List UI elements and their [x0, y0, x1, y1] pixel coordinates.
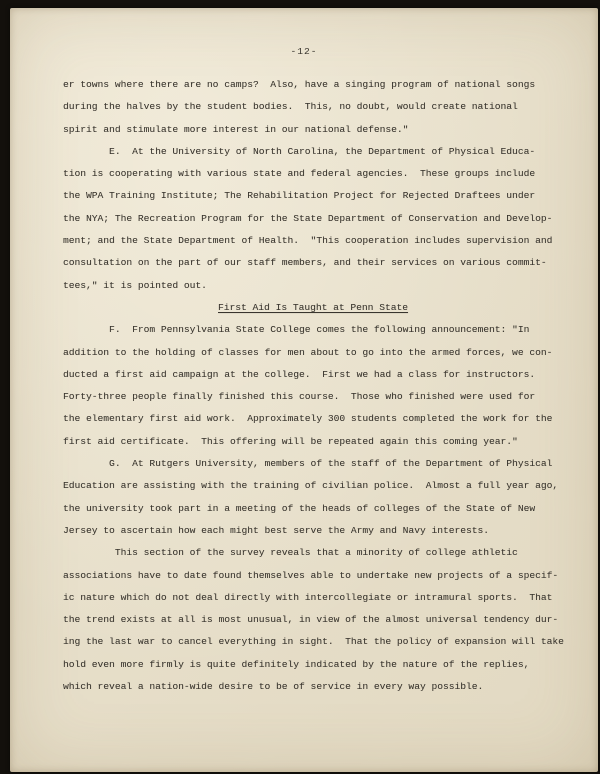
text-line: Education are assisting with the training of civilian police. Almost a full year ago, — [63, 480, 559, 492]
text-line: addition to the holding of classes for men about to go into the armed forces, we con- — [63, 346, 553, 358]
text-line: E. At the University of North Carolina, the Department of Physical Educa- — [63, 145, 536, 157]
text-line: spirit and stimulate more interest in our national defense." — [63, 123, 409, 135]
text-line: er towns where there are no camps? Also, have a singing program of national songs — [63, 79, 536, 90]
text-line: tees," it is pointed out. — [63, 279, 207, 291]
section-heading — [63, 297, 563, 319]
text-line: during the halves by the student bodies. This, no doubt, would create national — [63, 101, 518, 113]
text-line: Forty-three people finally finished this course. Those who finished were used for — [63, 391, 536, 403]
text-line: the trend exists at all is most unusual, in view of the almost universal tendency dur- — [63, 614, 559, 626]
text-line: F. From Pennsylvania State College comes the following announcement: "In — [63, 324, 530, 336]
text-line: ducted a first aid campaign at the college. First we had a class for instructors. — [63, 368, 536, 380]
text-line: ment; and the State Department of Health. "This cooperation includes supervision and — [63, 235, 553, 247]
text-line: which reveal a nation-wide desire to be of service in every way possible. — [63, 681, 484, 693]
text-line: first aid certificate. This offering will be repeated again this coming year." — [63, 435, 518, 447]
text-line: ing the last war to cancel everything in sight. That the policy of expansion will take — [63, 636, 564, 648]
text-line: associations have to date found themselves able to undertake new projects of a specif- — [63, 569, 559, 581]
text-line: the WPA Training Institute; The Rehabilitation Project for Rejected Draftees under — [63, 190, 536, 202]
text-line: tion is cooperating with various state and federal agencies. These groups include — [63, 168, 536, 180]
page-number: -12- — [290, 46, 318, 57]
text-line: G. At Rutgers University, members of the staff of the Department of Physical — [63, 458, 553, 470]
text-line: the university took part in a meeting of the heads of colleges of the State of New — [63, 502, 536, 514]
document-page — [10, 8, 598, 772]
text-line: ic nature which do not deal directly with intercollegiate or intramural sports. That — [63, 591, 553, 603]
text-line: consultation on the part of our staff members, and their services on various commit- — [63, 257, 547, 269]
section-heading-text: First Aid Is Taught at Penn State — [218, 301, 408, 313]
text-line: the elementary first aid work. Approximately 300 students completed the work for the — [63, 413, 553, 425]
text-line: hold even more firmly is quite definitely indicated by the nature of the replies, — [63, 658, 530, 670]
text-line: the NYA; The Recreation Program for the State Department of Conservation and Develop- — [63, 212, 553, 224]
document-body — [63, 74, 563, 698]
text-line: This section of the survey reveals that a minority of college athletic — [63, 547, 518, 559]
text-line: Jersey to ascertain how each might best serve the Army and Navy interests. — [63, 524, 490, 536]
